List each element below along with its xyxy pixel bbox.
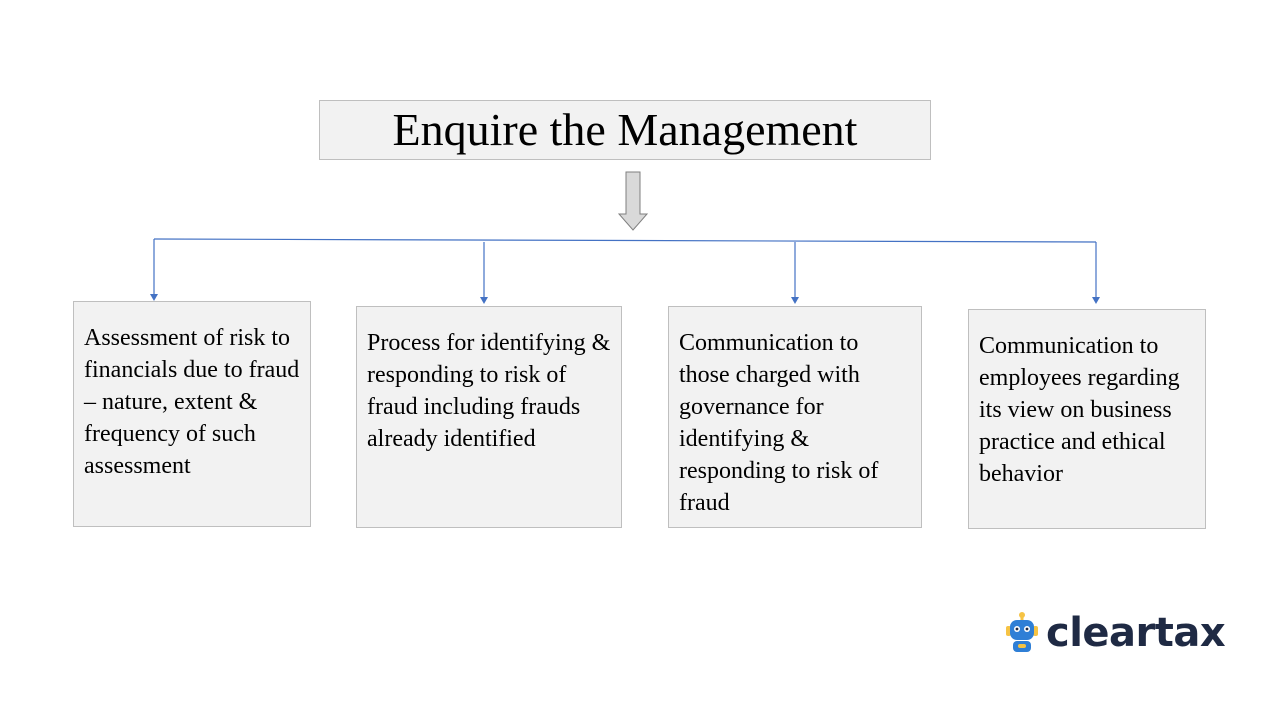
down-arrow — [619, 172, 647, 230]
arrowhead-4 — [1092, 297, 1100, 304]
logo-text: cleartax — [1046, 610, 1226, 656]
arrowhead-1 — [150, 294, 158, 301]
box-fraud-process — [356, 306, 622, 528]
arrowhead-3 — [791, 297, 799, 304]
arrowhead-2 — [480, 297, 488, 304]
box-risk-assessment — [73, 301, 311, 527]
box-fraud-process-text: Process for identifying & responding to risk of fraud including frauds already identified — [367, 330, 611, 452]
box-employee-communication — [968, 309, 1206, 529]
box-governance-communication-text: Communication to those charged with governance for identifying & responding to risk of fraud — [679, 330, 879, 516]
box-risk-assessment-text: Assessment of risk to financials due to fraud – nature, extent & frequency of such assessment — [84, 325, 300, 479]
horizontal-connector — [154, 239, 1096, 242]
robot-icon — [1002, 612, 1042, 654]
box-employee-communication-text: Communication to employees regarding its view on business practice and ethical behavior — [979, 333, 1180, 487]
box-governance-communication — [668, 306, 922, 528]
cleartax-logo — [1002, 612, 1225, 654]
title-text: Enquire the Management — [392, 104, 858, 155]
